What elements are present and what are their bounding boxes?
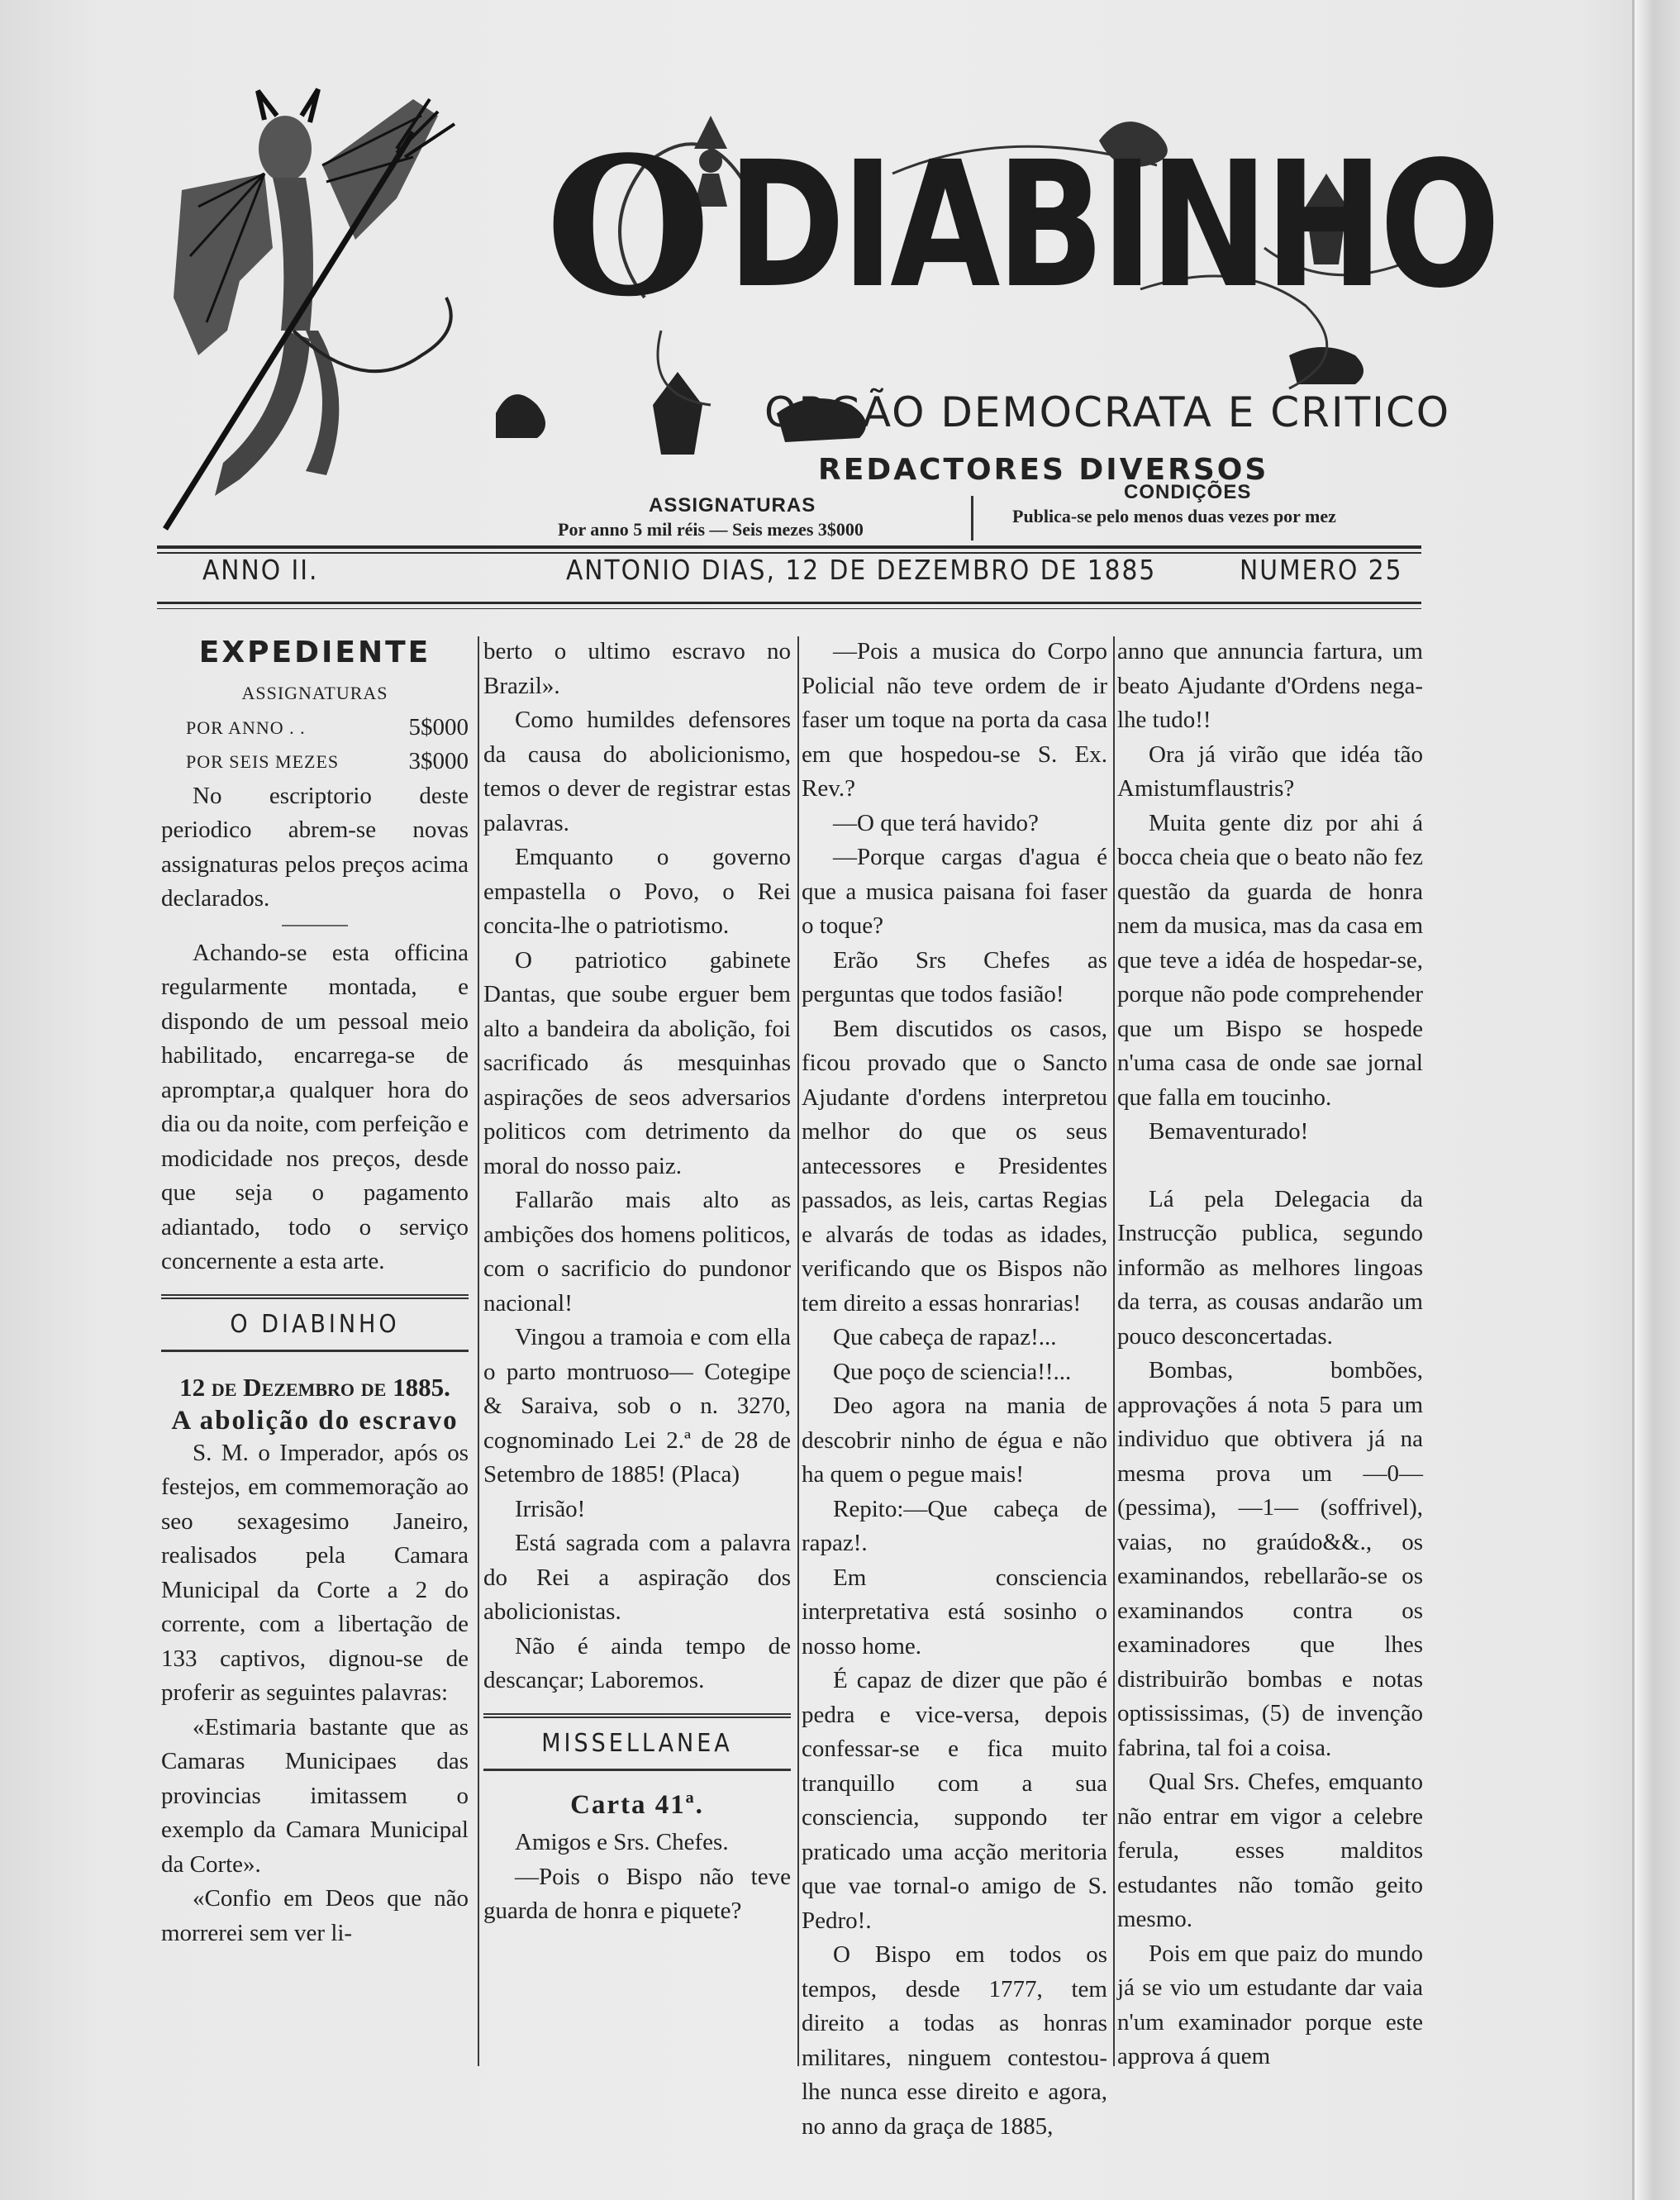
paragraph: O Bispo em todos os tempos, desde 1777, tem direito a todas as honras militares, ninguem contestou-lhe nunca esse direito e agora, no anno da graça de 1885, [802, 1941, 1107, 2140]
column-1 [161, 635, 469, 1950]
paragraph: É capaz de dizer que pão é pedra e vice-versa, depois confessar-se e fica muito tranquillo com a sua consciencia, suppondo ter praticado uma acção meritoria que vae tornal-o amigo de S. Pedro!. [802, 1667, 1107, 1934]
subscription-heading: ASSIGNATURAS [649, 494, 816, 517]
issue-year: ANNO II. [202, 554, 319, 586]
price-label-seis: POR SEIS MEZES [186, 751, 340, 772]
paragraph: Que cabeça de rapaz!... [833, 1324, 1057, 1350]
paragraph: «Confio em Deos que não morrerei sem ver li- [161, 1885, 469, 1946]
paragraph: —Pois a musica do Corpo Policial não teve ordem de ir faser um toque na porta da casa em que hospedou-se S. Ex. Rev.? [802, 638, 1107, 802]
price-row-anno [161, 711, 469, 745]
spacer [1117, 1150, 1423, 1183]
paragraph: Amigos e Srs. Chefes. [515, 1829, 729, 1855]
masthead [0, 0, 1632, 579]
paragraph: —Porque cargas d'agua é que a musica paisana foi faser o toque? [802, 844, 1107, 939]
paragraph: «Estimaria bastante que as Camaras Municipaes das provincias imitassem o exemplo da Camara Municipal da Corte». [161, 1713, 469, 1878]
column-divider-3 [1113, 636, 1115, 2066]
paragraph: Como humildes defensores da causa do abolicionismo, temos o dever de registrar estas palavras. [483, 707, 791, 836]
masthead-divider [971, 496, 973, 540]
column-3 [802, 635, 1107, 2144]
newspaper-title: DIABINHO [727, 124, 1497, 326]
paragraph: Bem discutidos os casos, ficou provado que o Sancto Ajudante d'ordens interpretou melhor do que os seus antecessores e Presidentes passados, as leis, cartas Regias e alvarás de todas as idades, verificando que os Bispos não tem direito a essas honrarias! [802, 1015, 1107, 1317]
article-headline: A abolição do escravo [171, 1405, 459, 1436]
dateline-rule-thin [157, 608, 1421, 609]
paragraph: Repito:—Que cabeça de rapaz!. [802, 1495, 1107, 1556]
price-value-anno: 5$000 [408, 713, 469, 740]
title-letter-o: O [545, 116, 708, 339]
masthead-rule-top [157, 545, 1421, 549]
paragraph: Em consciencia interpretativa está sosinho o nosso home. [802, 1564, 1107, 1660]
paragraph: Irrisão! [515, 1495, 586, 1522]
paragraph: Que poço de sciencia!!... [833, 1358, 1072, 1385]
separator [282, 925, 348, 926]
column-2 [483, 635, 791, 1929]
paragraph: Bombas, bombões, approvações á nota 5 para um individuo que obtivera já na mesma prova um —0— (pessima), —1— (soffrivel), vaias, no graúdo&&., os examinandos, rebellarão-se os examinandos contra os examinadores que lhes distribuirão bombas e notas optississimas, (5) de invenção fabrina, tal foi a coisa. [1117, 1357, 1423, 1761]
newspaper-subtitle: ORGÃO DEMOCRATA E CRITICO [764, 388, 1451, 436]
paragraph: —Pois o Bispo não teve guarda de honra e piquete? [483, 1863, 791, 1924]
subscription-prices: Por anno 5 mil réis — Seis mezes 3$000 [558, 519, 864, 540]
price-value-seis: 3$000 [408, 748, 469, 774]
issue-place-date: ANTONIO DIAS, 12 DE DEZEMBRO DE 1885 [566, 554, 1157, 586]
paragraph: Achando-se esta officina regularmente montada, e dispondo de um pessoal meio habilitado, encarrega-se de aprompt͏ar,a qualquer hora do dia ou da noite, com perfeição e modicidade nos preços, desde que seja o pagamento adiantado, todo o serviço concernente a esta arte. [161, 939, 469, 1274]
redactores-line: REDACTORES DIVERSOS [818, 453, 1269, 487]
paragraph: Não é ainda tempo de descançar; Laboremos. [483, 1632, 791, 1693]
paragraph: Fallarão mais alto as ambições dos homens politicos, com o sacrificio do pundonor nacional! [483, 1187, 791, 1317]
paragraph: Qual Srs. Chefes, emquanto não entrar em vigor a celebre ferula, esses malditos estudantes não tomão geito mesmo. [1117, 1769, 1423, 1932]
paragraph: Pois em que paiz do mundo já se vio um estudante dar vaia n'um examinador porque este approva á quem [1117, 1940, 1423, 2069]
conditions-heading: CONDIÇÕES [1124, 481, 1252, 503]
paragraph: berto o ultimo escravo no Brazil». [483, 638, 791, 699]
paragraph: No escriptorio deste periodico abrem-se novas assignaturas pelos preços acima declarados. [161, 782, 469, 912]
paragraph: Erão Srs Chefes as perguntas que todos fasião! [802, 946, 1107, 1007]
paragraph: —O que terá havido? [833, 809, 1039, 836]
paragraph: Emquanto o governo empastella o Povo, o Rei concita-lhe o patriotismo. [483, 844, 791, 939]
page-edge [1632, 0, 1680, 2200]
paragraph: S. M. o Imperador, após os festejos, em commemoração ao seo sexagesimo Janeiro, realisados pela Camara Municipal da Corte a 2 do corrente, com a libertação de 133 captivos, dignou-se de proferir as seguintes palavras: [161, 1439, 469, 1706]
section-title-o-diabinho: O DIABINHO [161, 1294, 469, 1353]
price-label-anno: POR ANNO . . [186, 717, 306, 738]
paragraph: Muita gente diz por ahi á bocca cheia que o beato não fez questão da guarda de honra nem da musica, mas da casa em que teve a idéa de hospedar-se, porque não pode comprehender que um Bispo se hospede n'uma casa de onde sae jornal que falla em toucinho. [1117, 809, 1423, 1111]
price-row-seis [161, 745, 469, 779]
issue-number: NUMERO 25 [1240, 554, 1403, 586]
paragraph: Lá pela Delegacia da Instrucção publica, segundo informão as melhores lingoas da terra, as cousas andarão um pouco desconcertadas. [1117, 1185, 1423, 1350]
paragraph: O patriotico gabinete Dantas, que soube erguer bem alto a bandeira da abolição, foi sacrificado ás mesquinhas aspirações de seos adversarios politicos com detrimento da moral do nosso paiz. [483, 946, 791, 1179]
column-divider-2 [797, 636, 799, 2066]
dateline-rule [157, 602, 1421, 604]
letter-heading: Carta 41ª. [570, 1790, 704, 1820]
article-date: 12 de Dezembro de 1885. [179, 1373, 450, 1402]
section-title-missellanea: MISSELLANEA [483, 1713, 791, 1772]
column-4 [1117, 635, 1423, 2074]
paragraph: Ora já virão que idéa tão Amistumflaustris? [1117, 740, 1423, 802]
conditions-text: Publica-se pelo menos duas vezes por mez [1012, 506, 1336, 526]
expediente-heading: EXPEDIENTE [198, 636, 431, 669]
paragraph: Está sagrada com a palavra do Rei a aspiração dos abolicionistas. [483, 1530, 791, 1625]
column-divider-1 [478, 636, 479, 2066]
assignaturas-subheading: ASSIGNATURAS [241, 683, 388, 703]
paragraph: Bemaventurado! [1149, 1118, 1309, 1145]
paragraph: Vingou a tramoia e com ella o parto montruoso— Cotegipe & Saraiva, sob o n. 3270, cognominado Lei 2.ª de 28 de Setembro de 1885! (Placa) [483, 1324, 791, 1488]
paragraph: anno que annuncia fartura, um beato Ajudante d'Ordens nega-lhe tudo!! [1117, 638, 1423, 733]
paragraph: Deo agora na mania de descobrir ninho de égua e não ha quem o pegue mais! [802, 1393, 1107, 1488]
